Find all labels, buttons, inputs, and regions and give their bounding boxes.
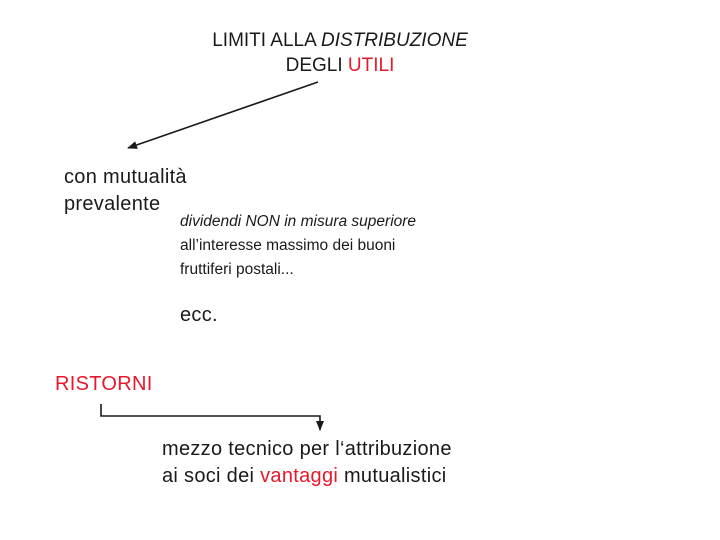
arrow-ristorni-to-mezzo — [101, 404, 320, 430]
dividendi-line-3: fruttiferi postali... — [180, 261, 294, 278]
title-highlight: UTILI — [347, 55, 395, 76]
mezzo-line2-suffix: mutualistici — [338, 465, 447, 487]
title-line-1 — [170, 28, 510, 53]
mutualita-line-1: con mutualità — [64, 166, 187, 188]
diagram-title — [170, 28, 510, 78]
title-line2-prefix: DEGLI — [285, 55, 348, 76]
dividendi-line-1: dividendi NON in misura superiore — [180, 213, 417, 230]
mezzo-line-2 — [162, 463, 452, 490]
mezzo-label — [162, 436, 452, 490]
mutualita-label — [64, 164, 187, 218]
ristorni-label: RISTORNI — [55, 373, 153, 395]
ecc-label: ecc. — [180, 304, 218, 326]
vantaggi-highlight: vantaggi — [260, 465, 339, 487]
title-line-2 — [170, 53, 510, 78]
title-emphasis: DISTRIBUZIONE — [321, 30, 468, 51]
mezzo-line-1: mezzo tecnico per l‘attribuzione — [162, 438, 452, 460]
mezzo-line2-prefix: ai soci dei — [162, 465, 261, 487]
arrow-title-to-mutualita — [128, 82, 318, 148]
mutualita-line-2: prevalente — [64, 193, 161, 215]
dividendi-line-2: all’interesse massimo dei buoni — [180, 237, 396, 254]
title-line1-prefix: LIMITI ALLA — [212, 30, 322, 51]
